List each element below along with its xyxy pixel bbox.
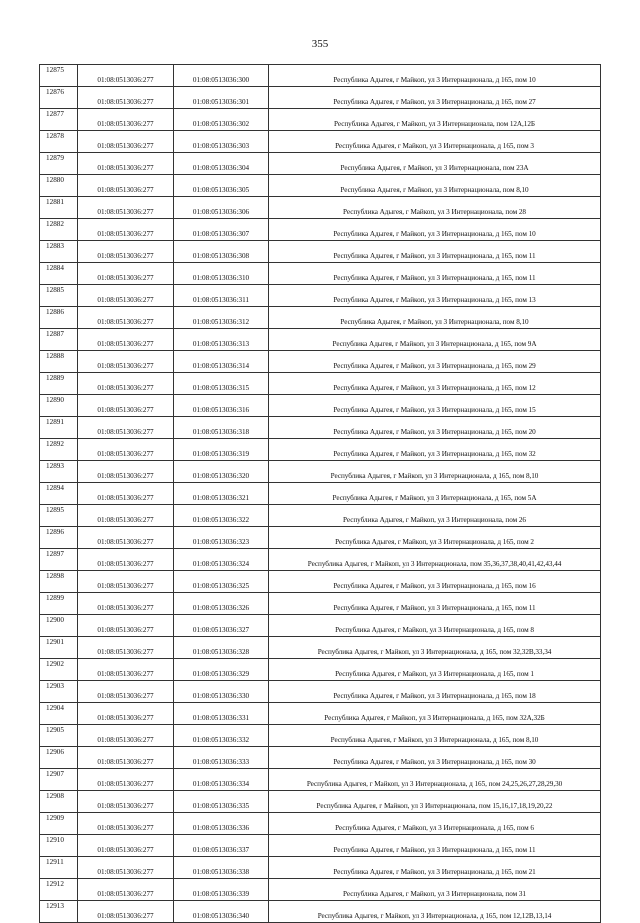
parent-cadastral-number: 01:08:0513036:277 [78,659,174,681]
row-number: 12898 [40,571,78,593]
registry-table [39,64,601,923]
address-cell: Республика Адыгея, г Майкоп, ул 3 Интернационала, пом 8,10 [269,307,601,329]
parent-cadastral-number: 01:08:0513036:277 [78,307,174,329]
address-cell: Республика Адыгея, г Майкоп, ул 3 Интернационала, д 165, пом 8,10 [269,725,601,747]
parent-cadastral-number: 01:08:0513036:277 [78,439,174,461]
parent-cadastral-number: 01:08:0513036:277 [78,747,174,769]
cadastral-number: 01:08:0513036:337 [174,835,269,857]
parent-cadastral-number: 01:08:0513036:277 [78,351,174,373]
cadastral-number: 01:08:0513036:303 [174,131,269,153]
address-cell: Республика Адыгея, г Майкоп, ул 3 Интернационала, д 165, пом 12 [269,373,601,395]
address-cell: Республика Адыгея, г Майкоп, ул 3 Интернационала, д 165, пом 11 [269,835,601,857]
parent-cadastral-number: 01:08:0513036:277 [78,615,174,637]
address-cell: Республика Адыгея, г Майкоп, ул 3 Интернационала, пом 12А,12Б [269,109,601,131]
address-cell: Республика Адыгея, г Майкоп, ул 3 Интернационала, пом 8,10 [269,175,601,197]
parent-cadastral-number: 01:08:0513036:277 [78,395,174,417]
parent-cadastral-number: 01:08:0513036:277 [78,65,174,87]
parent-cadastral-number: 01:08:0513036:277 [78,703,174,725]
table-row [40,747,601,769]
address-cell: Республика Адыгея, г Майкоп, ул 3 Интернационала, д 165, пом 11 [269,263,601,285]
cadastral-number: 01:08:0513036:301 [174,87,269,109]
cadastral-number: 01:08:0513036:307 [174,219,269,241]
cadastral-number: 01:08:0513036:333 [174,747,269,769]
table-row [40,835,601,857]
table-row [40,307,601,329]
parent-cadastral-number: 01:08:0513036:277 [78,769,174,791]
address-cell: Республика Адыгея, г Майкоп, ул 3 Интернационала, д 165, пом 12,12В,13,14 [269,901,601,923]
table-row [40,87,601,109]
table-row [40,901,601,923]
row-number: 12891 [40,417,78,439]
row-number: 12901 [40,637,78,659]
address-cell: Республика Адыгея, г Майкоп, ул 3 Интернационала, д 165, пом 1 [269,659,601,681]
cadastral-number: 01:08:0513036:312 [174,307,269,329]
cadastral-number: 01:08:0513036:306 [174,197,269,219]
address-cell: Республика Адыгея, г Майкоп, ул 3 Интернационала, д 165, пом 27 [269,87,601,109]
parent-cadastral-number: 01:08:0513036:277 [78,571,174,593]
table-row [40,615,601,637]
address-cell: Республика Адыгея, г Майкоп, ул 3 Интернационала, д 165, пом 16 [269,571,601,593]
address-cell: Республика Адыгея, г Майкоп, ул 3 Интернационала, д 165, пом 10 [269,219,601,241]
address-cell: Республика Адыгея, г Майкоп, ул 3 Интернационала, пом 31 [269,879,601,901]
cadastral-number: 01:08:0513036:310 [174,263,269,285]
row-number: 12906 [40,747,78,769]
table-row [40,703,601,725]
cadastral-number: 01:08:0513036:340 [174,901,269,923]
cadastral-number: 01:08:0513036:327 [174,615,269,637]
parent-cadastral-number: 01:08:0513036:277 [78,725,174,747]
address-cell: Республика Адыгея, г Майкоп, ул 3 Интернационала, д 165, пом 8 [269,615,601,637]
row-number: 12908 [40,791,78,813]
table-row [40,681,601,703]
address-cell: Республика Адыгея, г Майкоп, ул 3 Интернационала, пом 26 [269,505,601,527]
row-number: 12912 [40,879,78,901]
cadastral-number: 01:08:0513036:315 [174,373,269,395]
row-number: 12909 [40,813,78,835]
parent-cadastral-number: 01:08:0513036:277 [78,527,174,549]
table-row [40,153,601,175]
row-number: 12911 [40,857,78,879]
table-row [40,549,601,571]
table-row [40,483,601,505]
parent-cadastral-number: 01:08:0513036:277 [78,637,174,659]
parent-cadastral-number: 01:08:0513036:277 [78,879,174,901]
row-number: 12888 [40,351,78,373]
table-row [40,439,601,461]
row-number: 12884 [40,263,78,285]
cadastral-number: 01:08:0513036:328 [174,637,269,659]
cadastral-number: 01:08:0513036:323 [174,527,269,549]
row-number: 12899 [40,593,78,615]
address-cell: Республика Адыгея, г Майкоп, ул 3 Интернационала, пом 15,16,17,18,19,20,22 [269,791,601,813]
table-row [40,131,601,153]
address-cell: Республика Адыгея, г Майкоп, ул 3 Интернационала, д 165, пом 32А,32Б [269,703,601,725]
address-cell: Республика Адыгея, г Майкоп, ул 3 Интернационала, д 165, пом 24,25,26,27,28,29,30 [269,769,601,791]
address-cell: Республика Адыгея, г Майкоп, ул 3 Интернационала, д 165, пом 9А [269,329,601,351]
cadastral-number: 01:08:0513036:335 [174,791,269,813]
table-row [40,329,601,351]
cadastral-number: 01:08:0513036:322 [174,505,269,527]
table-row [40,285,601,307]
cadastral-number: 01:08:0513036:331 [174,703,269,725]
table-row [40,725,601,747]
table-row [40,219,601,241]
table-row [40,527,601,549]
cadastral-number: 01:08:0513036:336 [174,813,269,835]
parent-cadastral-number: 01:08:0513036:277 [78,901,174,923]
table-row [40,571,601,593]
cadastral-number: 01:08:0513036:338 [174,857,269,879]
cadastral-number: 01:08:0513036:316 [174,395,269,417]
table-row [40,263,601,285]
cadastral-number: 01:08:0513036:330 [174,681,269,703]
table-row [40,351,601,373]
cadastral-number: 01:08:0513036:332 [174,725,269,747]
table-row [40,197,601,219]
parent-cadastral-number: 01:08:0513036:277 [78,285,174,307]
address-cell: Республика Адыгея, г Майкоп, ул 3 Интернационала, пом 35,36,37,38,40,41,42,43,44 [269,549,601,571]
row-number: 12881 [40,197,78,219]
address-cell: Республика Адыгея, г Майкоп, ул 3 Интернационала, д 165, пом 32,32В,33,34 [269,637,601,659]
row-number: 12889 [40,373,78,395]
row-number: 12878 [40,131,78,153]
address-cell: Республика Адыгея, г Майкоп, ул 3 Интернационала, д 165, пом 13 [269,285,601,307]
cadastral-number: 01:08:0513036:320 [174,461,269,483]
row-number: 12893 [40,461,78,483]
parent-cadastral-number: 01:08:0513036:277 [78,109,174,131]
table-row [40,813,601,835]
cadastral-number: 01:08:0513036:339 [174,879,269,901]
row-number: 12890 [40,395,78,417]
cadastral-number: 01:08:0513036:305 [174,175,269,197]
cadastral-number: 01:08:0513036:313 [174,329,269,351]
parent-cadastral-number: 01:08:0513036:277 [78,197,174,219]
parent-cadastral-number: 01:08:0513036:277 [78,549,174,571]
table-row [40,175,601,197]
address-cell: Республика Адыгея, г Майкоп, ул 3 Интернационала, д 165, пом 10 [269,65,601,87]
parent-cadastral-number: 01:08:0513036:277 [78,329,174,351]
address-cell: Республика Адыгея, г Майкоп, ул 3 Интернационала, д 165, пом 15 [269,395,601,417]
cadastral-number: 01:08:0513036:334 [174,769,269,791]
row-number: 12894 [40,483,78,505]
address-cell: Республика Адыгея, г Майкоп, ул 3 Интернационала, д 165, пом 6 [269,813,601,835]
address-cell: Республика Адыгея, г Майкоп, ул 3 Интернационала, д 165, пом 32 [269,439,601,461]
table-row [40,637,601,659]
row-number: 12905 [40,725,78,747]
address-cell: Республика Адыгея, г Майкоп, ул 3 Интернационала, д 165, пом 30 [269,747,601,769]
table-row [40,241,601,263]
cadastral-number: 01:08:0513036:300 [174,65,269,87]
cadastral-number: 01:08:0513036:321 [174,483,269,505]
table-row [40,879,601,901]
address-cell: Республика Адыгея, г Майкоп, ул 3 Интернационала, д 165, пом 18 [269,681,601,703]
row-number: 12875 [40,65,78,87]
cadastral-number: 01:08:0513036:314 [174,351,269,373]
row-number: 12886 [40,307,78,329]
row-number: 12913 [40,901,78,923]
table-row [40,65,601,87]
row-number: 12879 [40,153,78,175]
cadastral-number: 01:08:0513036:311 [174,285,269,307]
table-row [40,593,601,615]
table-row [40,373,601,395]
address-cell: Республика Адыгея, г Майкоп, ул 3 Интернационала, д 165, пом 29 [269,351,601,373]
address-cell: Республика Адыгея, г Майкоп, ул 3 Интернационала, д 165, пом 2 [269,527,601,549]
address-cell: Республика Адыгея, г Майкоп, ул 3 Интернационала, д 165, пом 11 [269,241,601,263]
parent-cadastral-number: 01:08:0513036:277 [78,857,174,879]
address-cell: Республика Адыгея, г Майкоп, ул 3 Интернационала, д 165, пом 21 [269,857,601,879]
cadastral-number: 01:08:0513036:302 [174,109,269,131]
table-row [40,857,601,879]
parent-cadastral-number: 01:08:0513036:277 [78,593,174,615]
cadastral-number: 01:08:0513036:324 [174,549,269,571]
parent-cadastral-number: 01:08:0513036:277 [78,483,174,505]
row-number: 12910 [40,835,78,857]
parent-cadastral-number: 01:08:0513036:277 [78,835,174,857]
address-cell: Республика Адыгея, г Майкоп, ул 3 Интернационала, д 165, пом 3 [269,131,601,153]
parent-cadastral-number: 01:08:0513036:277 [78,373,174,395]
registry-table-body [40,65,601,923]
table-row [40,461,601,483]
table-row [40,791,601,813]
cadastral-number: 01:08:0513036:319 [174,439,269,461]
cadastral-number: 01:08:0513036:318 [174,417,269,439]
row-number: 12895 [40,505,78,527]
address-cell: Республика Адыгея, г Майкоп, ул 3 Интернационала, д 165, пом 20 [269,417,601,439]
parent-cadastral-number: 01:08:0513036:277 [78,791,174,813]
page-number: 355 [311,38,329,50]
table-row [40,109,601,131]
parent-cadastral-number: 01:08:0513036:277 [78,263,174,285]
row-number: 12896 [40,527,78,549]
row-number: 12885 [40,285,78,307]
cadastral-number: 01:08:0513036:308 [174,241,269,263]
parent-cadastral-number: 01:08:0513036:277 [78,87,174,109]
address-cell: Республика Адыгея, г Майкоп, ул 3 Интернационала, пом 23А [269,153,601,175]
parent-cadastral-number: 01:08:0513036:277 [78,175,174,197]
address-cell: Республика Адыгея, г Майкоп, ул 3 Интернационала, пом 28 [269,197,601,219]
row-number: 12904 [40,703,78,725]
parent-cadastral-number: 01:08:0513036:277 [78,219,174,241]
table-row [40,417,601,439]
cadastral-number: 01:08:0513036:326 [174,593,269,615]
row-number: 12903 [40,681,78,703]
parent-cadastral-number: 01:08:0513036:277 [78,461,174,483]
table-row [40,769,601,791]
row-number: 12877 [40,109,78,131]
table-row [40,505,601,527]
row-number: 12900 [40,615,78,637]
address-cell: Республика Адыгея, г Майкоп, ул 3 Интернационала, д 165, пом 8,10 [269,461,601,483]
parent-cadastral-number: 01:08:0513036:277 [78,505,174,527]
table-row [40,395,601,417]
parent-cadastral-number: 01:08:0513036:277 [78,131,174,153]
row-number: 12880 [40,175,78,197]
parent-cadastral-number: 01:08:0513036:277 [78,417,174,439]
address-cell: Республика Адыгея, г Майкоп, ул 3 Интернационала, д 165, пом 5А [269,483,601,505]
parent-cadastral-number: 01:08:0513036:277 [78,681,174,703]
row-number: 12887 [40,329,78,351]
row-number: 12902 [40,659,78,681]
parent-cadastral-number: 01:08:0513036:277 [78,241,174,263]
parent-cadastral-number: 01:08:0513036:277 [78,813,174,835]
cadastral-number: 01:08:0513036:304 [174,153,269,175]
row-number: 12883 [40,241,78,263]
cadastral-number: 01:08:0513036:329 [174,659,269,681]
row-number: 12897 [40,549,78,571]
cadastral-number: 01:08:0513036:325 [174,571,269,593]
parent-cadastral-number: 01:08:0513036:277 [78,153,174,175]
row-number: 12892 [40,439,78,461]
table-row [40,659,601,681]
row-number: 12907 [40,769,78,791]
row-number: 12876 [40,87,78,109]
row-number: 12882 [40,219,78,241]
address-cell: Республика Адыгея, г Майкоп, ул 3 Интернационала, д 165, пом 11 [269,593,601,615]
